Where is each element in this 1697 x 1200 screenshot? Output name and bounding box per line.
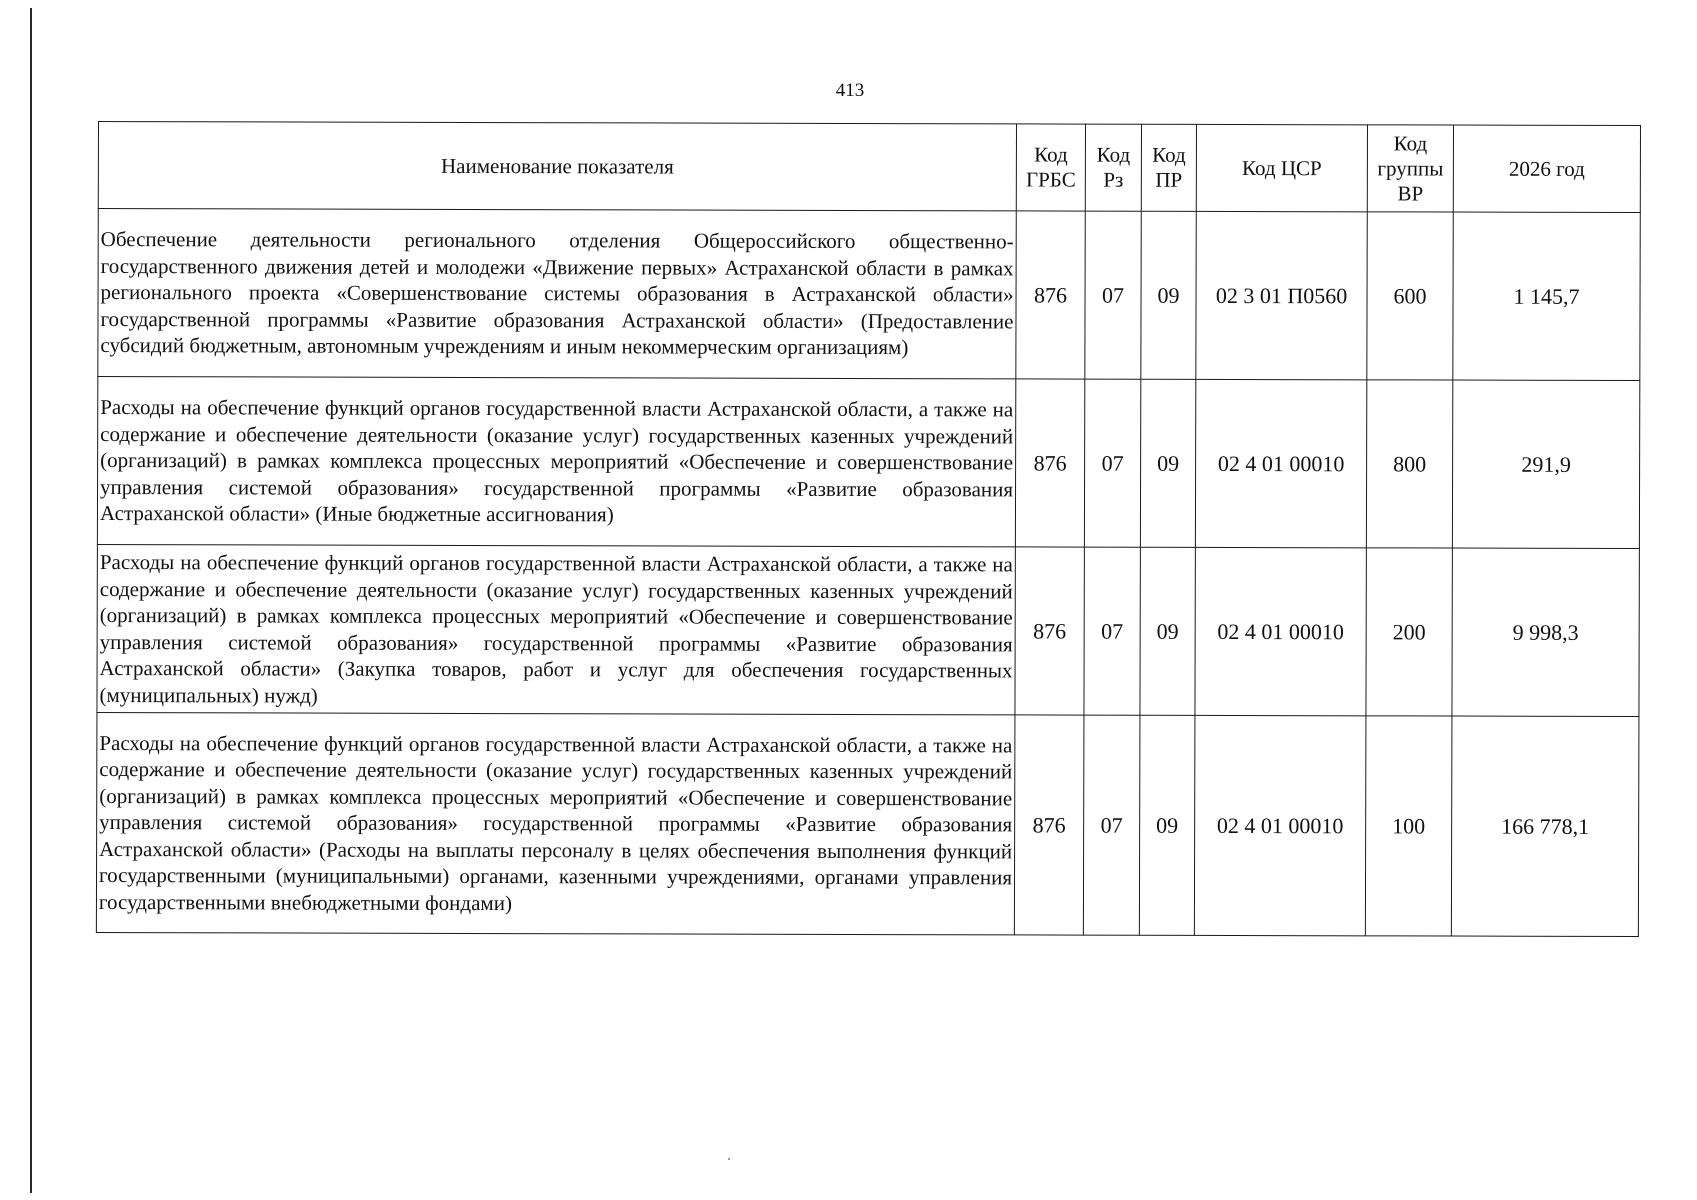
header-pr: Код ПР (1141, 124, 1196, 211)
row-vr: 600 (1367, 212, 1453, 380)
header-rz: Код Рз (1085, 124, 1141, 211)
table-row (96, 712, 1639, 936)
row-pr: 09 (1139, 715, 1195, 935)
row-name: Расходы на обеспечение функций органов государственной власти Астраханской области, а также на содержание и обеспечение деятельности (оказание услуг) государственных казенных учреждений (организаций) в рамках комплекса процессных мероприятий «Обеспечение и совершенствование управления системой образования» государственной программы «Развитие образования Астраханской области» (Иные бюджетные ассигнования) (97, 377, 1015, 547)
row-rz: 07 (1085, 211, 1141, 379)
row-name: Обеспечение деятельности регионального отделения Общероссийского общественно-государственного движения детей и молодежи «Движение первых» Астраханской области в рамках регионального проекта «Совершенствование системы образования в Астраханской области» государственной программы «Развитие образования Астраханской области» (Предоставление субсидий бюджетным, автономным учреждениям и иным некоммерческим организациям) (98, 209, 1016, 379)
row-name: Расходы на обеспечение функций органов государственной власти Астраханской области, а также на содержание и обеспечение деятельности (оказание услуг) государственных казенных учреждений (организаций) в рамках комплекса процессных мероприятий «Обеспечение и совершенствование управления системой образования» государственной программы «Развитие образования Астраханской области» (Закупка товаров, работ и услуг для обеспечения государственных (муниципальных) нужд) (97, 544, 1015, 714)
header-vr: Код группы ВР (1367, 125, 1453, 212)
row-name: Расходы на обеспечение функций органов государственной власти Астраханской области, а также на содержание и обеспечение деятельности (оказание услуг) государственных казенных учреждений (организаций) в рамках комплекса процессных мероприятий «Обеспечение и совершенствование управления системой образования» государственной программы «Развитие образования Астраханской области» (Расходы на выплаты персоналу в целях обеспечения выполнения функций государственными (муниципальными) органами, казенными учреждениями, органами управления государственными внебюджетными фондами) (96, 712, 1015, 934)
row-grbs: 876 (1015, 379, 1084, 547)
row-csr: 02 4 01 00010 (1195, 547, 1366, 715)
row-csr: 02 4 01 00010 (1195, 379, 1366, 547)
header-csr: Код ЦСР (1196, 124, 1367, 211)
table-row (97, 544, 1639, 716)
row-grbs: 876 (1014, 715, 1084, 935)
row-amount: 166 778,1 (1451, 716, 1639, 936)
page-number: 413 (835, 80, 865, 101)
row-grbs: 876 (1015, 547, 1084, 715)
header-grbs: Код ГРБС (1016, 124, 1085, 211)
row-grbs: 876 (1016, 211, 1085, 379)
table-body (96, 209, 1640, 937)
row-vr: 100 (1365, 716, 1452, 936)
header-name: Наименование показателя (98, 122, 1016, 211)
header-row (98, 122, 1640, 213)
row-csr: 02 4 01 00010 (1194, 715, 1366, 935)
row-csr: 02 3 01 П0560 (1196, 211, 1367, 379)
scan-edge-line (30, 8, 32, 1193)
row-pr: 09 (1141, 211, 1196, 379)
row-pr: 09 (1140, 547, 1195, 715)
row-rz: 07 (1084, 547, 1140, 715)
row-vr: 800 (1366, 380, 1452, 548)
table-row (97, 377, 1639, 549)
table-header (98, 122, 1640, 213)
row-amount: 9 998,3 (1452, 548, 1639, 716)
row-amount: 291,9 (1452, 380, 1639, 548)
header-year: 2026 год (1453, 125, 1640, 212)
row-rz: 07 (1083, 715, 1140, 935)
scan-speck (728, 1158, 730, 1160)
row-amount: 1 145,7 (1453, 212, 1640, 380)
budget-table (96, 121, 1641, 937)
row-rz: 07 (1084, 379, 1140, 547)
table-row (98, 209, 1640, 381)
row-pr: 09 (1140, 379, 1195, 547)
row-vr: 200 (1366, 548, 1452, 716)
